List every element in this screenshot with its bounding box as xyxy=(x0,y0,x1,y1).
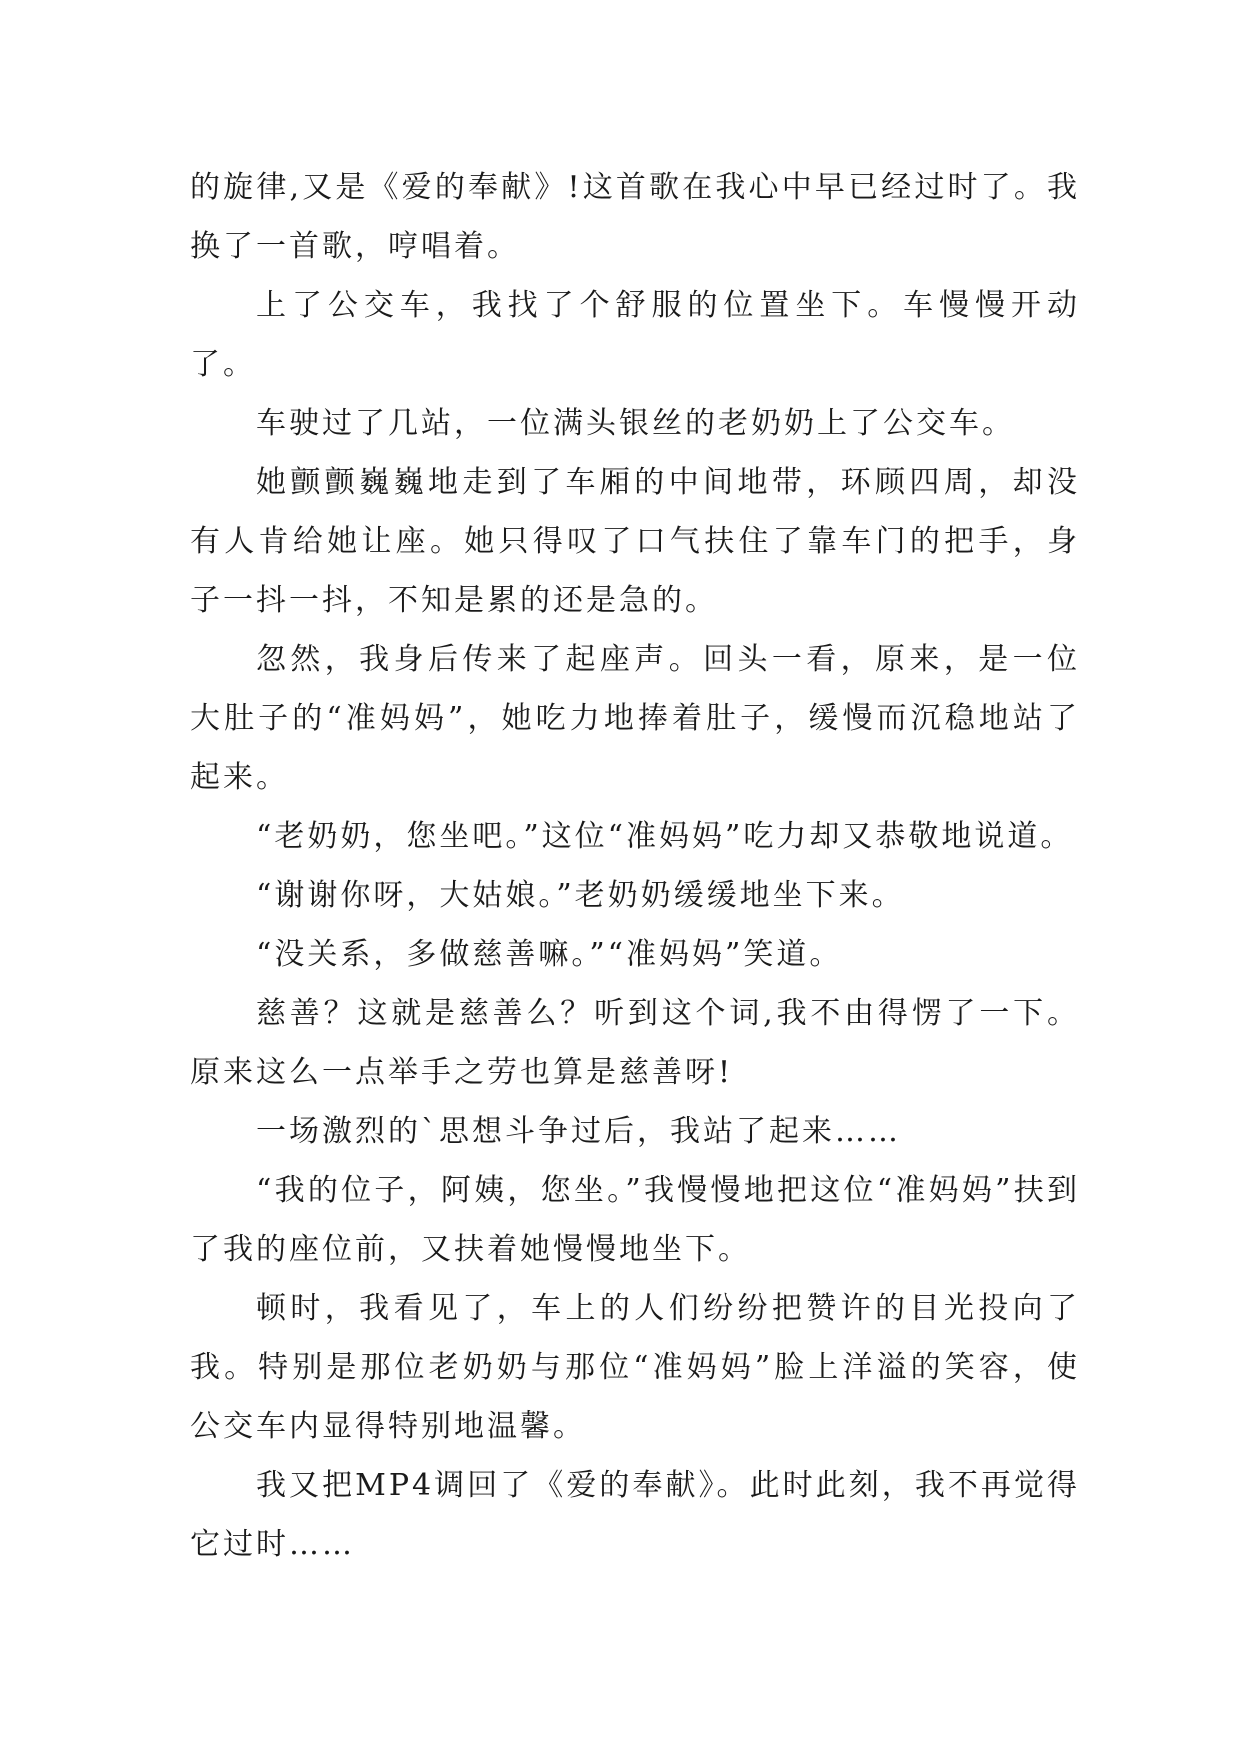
paragraph-12: 顿时，我看见了，车上的人们纷纷把赞许的目光投向了我。特别是那位老奶奶与那位“准妈妈”脸上洋溢的笑容，使公交车内显得特别地温馨。 xyxy=(190,1291,1080,1444)
paragraph-11: “我的位子，阿姨，您坐。”我慢慢地把这位“准妈妈”扶到了我的座位前，又扶着她慢慢地坐下。 xyxy=(190,1173,1080,1267)
paragraph-8: “没关系，多做慈善嘛。”“准妈妈”笑道。 xyxy=(256,937,843,972)
paragraph-4: 她颤颤巍巍地走到了车厢的中间地带，环顾四周，却没有人肯给她让座。她只得叹了口气扶住了靠车门的把手，身子一抖一抖，不知是累的还是急的。 xyxy=(190,465,1080,618)
paragraph-2: 上了公交车，我找了个舒服的位置坐下。车慢慢开动了。 xyxy=(190,288,1080,382)
paragraph-9: 慈善？这就是慈善么？听到这个词,我不由得愣了一下。原来这么一点举手之劳也算是慈善呀! xyxy=(190,996,1080,1090)
paragraph-7: “谢谢你呀，大姑娘。”老奶奶缓缓地坐下来。 xyxy=(256,878,905,913)
paragraph-6: “老奶奶，您坐吧。”这位“准妈妈”吃力却又恭敬地说道。 xyxy=(256,819,1074,854)
paragraph-1: 的旋律,又是《爱的奉献》!这首歌在我心中早已经过时了。我换了一首歌，哼唱着。 xyxy=(190,170,1080,264)
paragraph-10: 一场激烈的`思想斗争过后，我站了起来…… xyxy=(256,1114,901,1149)
paragraph-3: 车驶过了几站，一位满头银丝的老奶奶上了公交车。 xyxy=(256,406,1015,441)
paragraph-5: 忽然，我身后传来了起座声。回头一看，原来，是一位大肚子的“准妈妈”，她吃力地捧着肚子，缓慢而沉稳地站了起来。 xyxy=(190,642,1080,795)
paragraph-13: 我又把MP4调回了《爱的奉献》。此时此刻，我不再觉得它过时…… xyxy=(190,1468,1080,1562)
document-body xyxy=(190,158,1080,1574)
